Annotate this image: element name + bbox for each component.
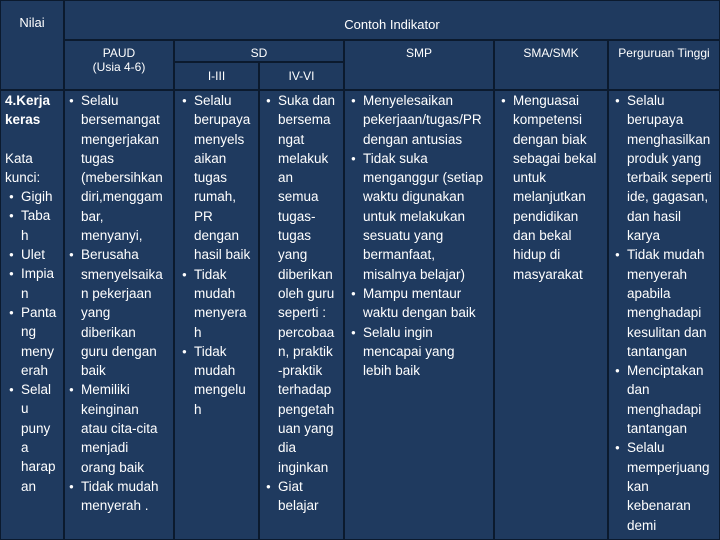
indicator-text-line: Berusaha xyxy=(81,247,139,263)
indicator-text-line: menghadapi xyxy=(627,401,702,417)
header-sd-high-label: IV-VI xyxy=(288,69,315,83)
indicator-text-line: produk yang xyxy=(627,150,702,166)
header-contoh-indikator xyxy=(64,0,720,40)
indicator-text-line: -praktik xyxy=(278,363,323,379)
indicator-text-line: h xyxy=(21,227,29,243)
paud-indicator-list xyxy=(65,91,173,516)
indicator-text-line: Menyelesaikan xyxy=(363,93,454,108)
indicator-text-line: Selalu xyxy=(627,440,665,456)
header-sd-low xyxy=(174,62,259,90)
indicator-text-line: smenyelsaika xyxy=(81,266,163,282)
indicator-text-line: baik xyxy=(81,363,106,379)
indicator-item xyxy=(69,245,173,380)
bullet-icon: ● xyxy=(69,96,74,105)
header-paud-line2: (Usia 4-6) xyxy=(92,60,146,74)
indicator-text-line: ng xyxy=(21,324,37,340)
indicator-text-line: a xyxy=(21,440,29,456)
smp-indicator-list xyxy=(345,91,493,380)
indicator-item xyxy=(9,303,63,380)
indicator-item xyxy=(69,477,173,516)
nilai-kata-line1: Kata xyxy=(5,150,33,166)
cell-sd-high xyxy=(259,90,344,540)
cell-pt xyxy=(608,90,720,540)
header-smp xyxy=(344,40,494,90)
header-sd xyxy=(174,40,344,62)
cell-paud xyxy=(64,90,174,540)
indicator-text-line: n xyxy=(21,285,29,301)
indicator-text-line: bersema xyxy=(278,112,331,128)
nilai-title-line2: keras xyxy=(5,112,41,128)
indicator-item xyxy=(615,361,719,438)
indicator-item xyxy=(351,149,493,284)
indicator-text-line: dan xyxy=(627,382,650,398)
indicator-text-line: bar, xyxy=(81,208,104,224)
indicator-text-line: mudah xyxy=(194,285,236,301)
indicator-text-line: untuk xyxy=(513,170,547,186)
bullet-icon: ● xyxy=(9,192,14,202)
header-contoh-indikator-label: Contoh Indikator xyxy=(344,17,440,32)
bullet-icon: ● xyxy=(351,327,356,337)
indicator-text-line: Tidak xyxy=(194,266,227,282)
indicator-item xyxy=(266,477,343,516)
indicator-text-line: menyerah xyxy=(627,266,688,282)
indicator-text-line: Suka dan xyxy=(278,93,336,108)
header-pt-label: Perguruan Tinggi xyxy=(618,46,710,60)
indicator-text-line: menganggur (setiap xyxy=(363,170,484,186)
indicator-text-line: diberikan xyxy=(278,266,333,282)
indicator-text-line: waktu digunakan xyxy=(363,189,465,205)
indicator-text-line: kesulitan dan xyxy=(627,324,707,340)
indicator-text-line: diri,menggam xyxy=(81,189,163,205)
indicator-item xyxy=(615,438,719,534)
indicator-text-line: an xyxy=(21,478,37,494)
indicator-text-line: oleh guru xyxy=(278,285,335,301)
indicator-text-line: misalnya belajar) xyxy=(363,266,466,282)
indicator-text-line: tugas xyxy=(81,150,115,166)
sd-low-indicator-list xyxy=(175,91,258,419)
bullet-icon: ● xyxy=(351,288,356,298)
indicator-text-line: menyels xyxy=(194,131,245,147)
indicator-text-line: menyerah . xyxy=(81,498,149,514)
bullet-icon: ● xyxy=(266,481,271,491)
indicator-text-line: yang xyxy=(81,305,111,321)
indicator-text-line: kebenaran xyxy=(627,498,691,514)
nilai-title-line1: 4.Kerja xyxy=(5,93,51,108)
indicator-item xyxy=(351,284,493,323)
indicator-text-line: berupaya xyxy=(627,112,684,128)
indicator-text-line: menghasilkan xyxy=(627,131,711,147)
indicator-text-line: keinginan xyxy=(81,401,139,417)
indicator-text-line: seperti : xyxy=(278,305,327,321)
indicator-text-line: dengan antusias xyxy=(363,131,463,147)
indicator-text-line: menghadapi xyxy=(627,305,702,321)
header-sd-label: SD xyxy=(250,46,268,60)
indicator-text-line: dengan xyxy=(194,228,240,244)
indicator-text-line: dan hasil xyxy=(627,208,682,224)
indicator-text-line: Taba xyxy=(21,208,51,224)
indicator-text-line: Selalu xyxy=(194,93,232,108)
indicator-text-line: semua xyxy=(278,189,319,205)
indicator-item xyxy=(351,91,493,149)
sd-high-indicator-list xyxy=(260,91,343,516)
indicator-text-line: Selal xyxy=(21,382,52,398)
indicator-text-line: guru dengan xyxy=(81,343,157,359)
indicator-text-line: ide, gagasan, xyxy=(627,189,709,205)
indicator-item xyxy=(69,380,173,476)
indicator-text-line: Menguasai xyxy=(513,93,580,108)
indicator-text-line: sebagai bekal xyxy=(513,150,597,166)
indicator-text-line: Selalu xyxy=(81,93,119,108)
indicator-text-line: erah xyxy=(21,362,49,378)
indicator-text-line: PR xyxy=(194,208,213,224)
indicator-text-line: Tidak mudah xyxy=(627,247,705,263)
indicator-item xyxy=(615,245,719,361)
indicator-item xyxy=(501,91,607,284)
indicator-text-line: tugas xyxy=(194,170,228,186)
indicator-text-line: atau cita-cita xyxy=(81,421,158,437)
indicator-item xyxy=(182,342,258,419)
cell-smp xyxy=(344,90,494,540)
indicator-item xyxy=(9,380,63,496)
header-smp-label: SMP xyxy=(405,46,432,60)
bullet-icon: ● xyxy=(9,269,14,279)
indicator-text-line: tugas xyxy=(278,228,312,244)
nilai-kata-line2: kunci: xyxy=(5,169,41,185)
bullet-icon: ● xyxy=(351,96,356,105)
indicator-item xyxy=(351,323,493,381)
indicator-text-line: mudah xyxy=(194,363,236,379)
indicator-text-line: n, praktik xyxy=(278,343,333,359)
bullet-icon: ● xyxy=(9,250,14,260)
indicator-text-line: harap xyxy=(21,459,56,475)
indicator-text-line: mengerjakan xyxy=(81,131,160,147)
indicator-text-line: Tidak xyxy=(194,343,227,359)
indicator-text-line: sesuatu yang xyxy=(363,228,444,244)
indicator-text-line: menjadi xyxy=(81,440,129,456)
indicator-text-line: masyarakat xyxy=(513,266,583,282)
indicator-text-line: percobaa xyxy=(278,324,335,340)
indicator-text-line: Panta xyxy=(21,304,57,320)
indicator-item xyxy=(9,187,63,206)
indicator-text-line: terhadap xyxy=(278,382,332,398)
indicator-text-line: Memiliki xyxy=(81,382,130,398)
indicator-text-line: dia xyxy=(278,440,297,456)
sma-indicator-list xyxy=(495,91,607,284)
indicator-text-line: demi xyxy=(627,517,657,533)
bullet-icon: ● xyxy=(9,385,14,395)
bullet-icon: ● xyxy=(501,96,506,105)
indicator-item xyxy=(9,245,63,264)
indicator-text-line: melakuk xyxy=(278,150,329,166)
indicator-text-line: Tidak mudah xyxy=(81,478,159,494)
indicator-text-line: pendidikan xyxy=(513,208,579,224)
indicator-text-line: bermanfaat, xyxy=(363,247,436,263)
indicator-text-line: waktu dengan baik xyxy=(363,305,476,321)
indicator-text-line: karya xyxy=(627,228,661,244)
indicator-text-line: dengan biak xyxy=(513,131,587,147)
header-pt xyxy=(608,40,720,90)
indicator-text-line: tugas- xyxy=(278,208,316,224)
indicator-text-line: melanjutkan xyxy=(513,189,586,205)
indicator-text-line: hidup di xyxy=(513,247,561,263)
indicator-text-line: Mampu mentaur xyxy=(363,285,462,301)
indicator-text-line: inginkan xyxy=(278,459,329,475)
indicator-text-line: tantangan xyxy=(627,421,688,437)
indicator-text-line: kan xyxy=(627,478,649,494)
bullet-icon: ● xyxy=(9,211,14,221)
bullet-icon: ● xyxy=(266,96,271,105)
indicator-text-line: bersemangat xyxy=(81,112,160,128)
bullet-icon: ● xyxy=(69,385,74,395)
header-nilai-label: Nilai xyxy=(19,15,45,30)
indicator-text-line: ngat xyxy=(278,131,305,147)
indicator-text-line: pengetah xyxy=(278,401,335,417)
bullet-icon: ● xyxy=(69,481,74,491)
indicator-text-line: belajar xyxy=(278,498,319,514)
indicator-text-line: Selalu ingin xyxy=(363,324,433,340)
indicator-text-line: Tidak suka xyxy=(363,150,428,166)
indicator-text-line: Gigih xyxy=(21,189,53,205)
indicator-text-line: h xyxy=(194,324,202,340)
bullet-icon: ● xyxy=(9,307,14,317)
bullet-icon: ● xyxy=(182,96,187,105)
indicator-text-line: diberikan xyxy=(81,324,136,340)
cell-sd-low xyxy=(174,90,259,540)
indicator-item xyxy=(9,264,63,303)
indicator-text-line: mengelu xyxy=(194,382,246,398)
indicator-text-line: orang baik xyxy=(81,459,145,475)
indicator-item xyxy=(266,91,343,477)
bullet-icon: ● xyxy=(182,346,187,356)
indicator-text-line: dan bekal xyxy=(513,228,572,244)
pt-indicator-list xyxy=(609,91,719,535)
indicator-text-line: Impia xyxy=(21,266,55,282)
indicator-item xyxy=(9,206,63,245)
bullet-icon: ● xyxy=(615,250,620,260)
bullet-icon: ● xyxy=(351,153,356,163)
indicator-item xyxy=(69,91,173,245)
nilai-keyword-list xyxy=(5,187,63,496)
indicator-text-line: h xyxy=(194,401,202,417)
indicator-text-line: mencapai yang xyxy=(363,343,455,359)
indicator-text-line: untuk melakukan xyxy=(363,208,466,224)
indicator-text-line: Selalu xyxy=(627,93,665,108)
indicator-text-line: an xyxy=(278,170,294,186)
indicator-text-line: Menciptakan xyxy=(627,363,704,379)
indicator-text-line: pekerjaan/tugas/PR xyxy=(363,112,482,128)
indicator-text-line: berupaya xyxy=(194,112,251,128)
bullet-icon: ● xyxy=(69,250,74,260)
bullet-icon: ● xyxy=(615,443,620,453)
indicator-text-line: yang xyxy=(278,247,308,263)
indicator-text-line: uan yang xyxy=(278,421,334,437)
indicator-text-line: hasil baik xyxy=(194,247,251,263)
indicator-text-line: memperjuang xyxy=(627,459,710,475)
cell-sma xyxy=(494,90,608,540)
indicator-text-line: lebih baik xyxy=(363,363,421,379)
indicator-text-line: kompetensi xyxy=(513,112,583,128)
header-paud xyxy=(64,40,174,90)
indicator-text-line: tantangan xyxy=(627,343,688,359)
indicator-text-line: u xyxy=(21,401,29,417)
header-paud-line1: PAUD xyxy=(102,46,136,60)
indicator-text-line: menyanyi, xyxy=(81,228,143,244)
header-sma-label: SMA/SMK xyxy=(523,46,579,60)
indicator-text-line: puny xyxy=(21,420,51,436)
bullet-icon: ● xyxy=(615,366,620,376)
indicator-text-line: Giat xyxy=(278,478,303,494)
indicator-text-line: aikan xyxy=(194,150,227,166)
indicator-text-line: Ulet xyxy=(21,247,46,263)
cell-nilai xyxy=(0,90,64,540)
indicator-text-line: (mebersihkan xyxy=(81,170,163,186)
indicator-text-line: meny xyxy=(21,343,55,359)
header-sd-low-label: I-III xyxy=(207,69,226,83)
indicator-item xyxy=(615,91,719,245)
indicator-item xyxy=(182,265,258,342)
indicator-item xyxy=(182,91,258,265)
bullet-icon: ● xyxy=(182,269,187,279)
bullet-icon: ● xyxy=(615,96,620,105)
indicator-text-line: menyera xyxy=(194,305,247,321)
header-sd-high xyxy=(259,62,344,90)
header-nilai xyxy=(0,0,64,90)
indicator-text-line: n pekerjaan xyxy=(81,285,152,301)
header-sma xyxy=(494,40,608,90)
indicator-text-line: apabila xyxy=(627,285,671,301)
indicator-text-line: rumah, xyxy=(194,189,237,205)
indicator-text-line: terbaik seperti xyxy=(627,170,712,186)
